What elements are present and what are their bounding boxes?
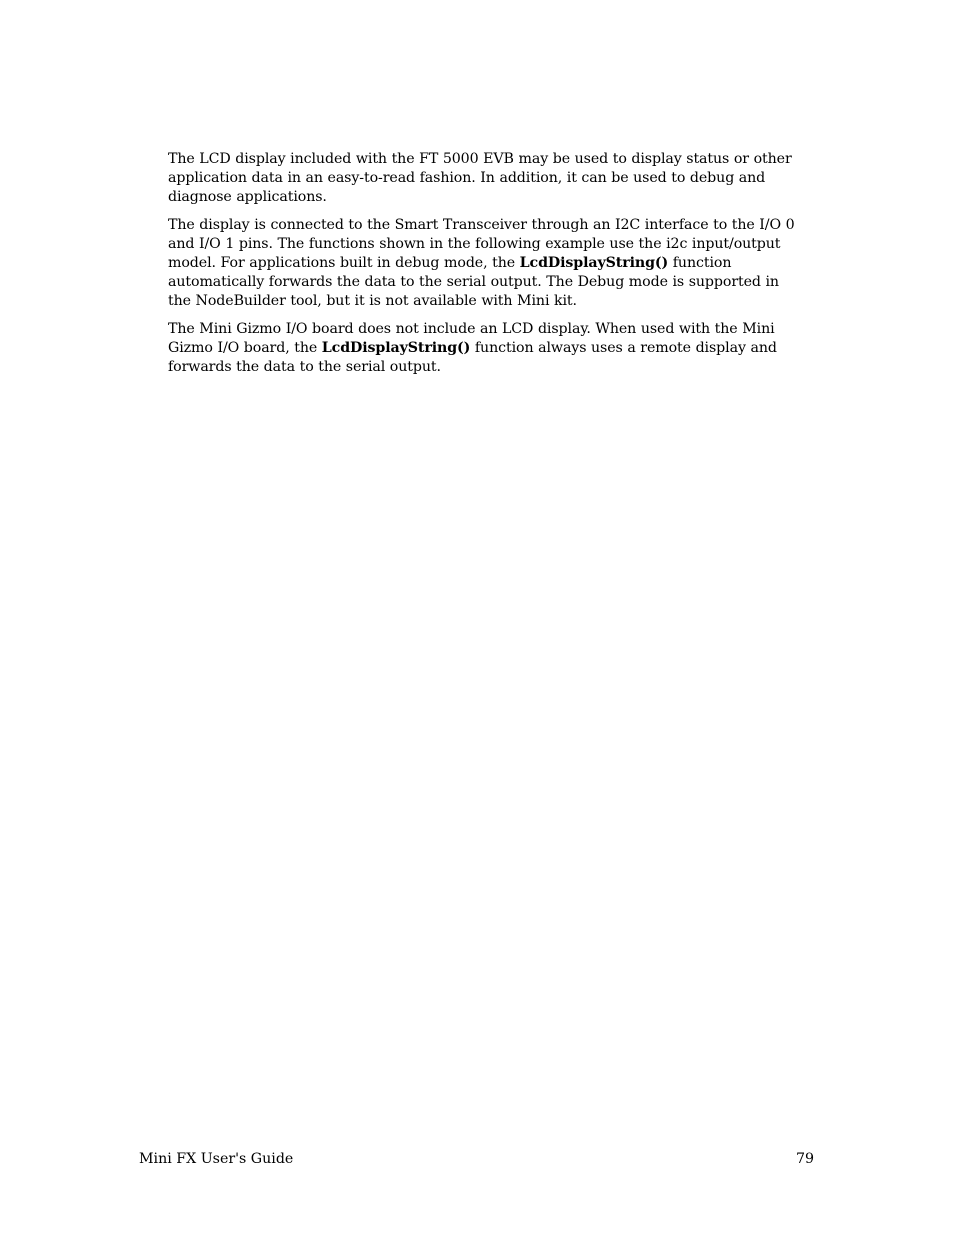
footer-document-title: Mini FX User's Guide (139, 1151, 294, 1167)
page-content (168, 150, 808, 386)
paragraph-display-connection-text-b: function automatically forwards the data to the serial output. The Debug mode is supported in the NodeBuilder tool, but it is not available with Mini kit. (168, 255, 779, 309)
function-name-lcddisplaystring-2: LcdDisplayString() (321, 340, 471, 356)
paragraph-display-connection-text-a: The display is connected to the Smart Transceiver through an I2C interface to the I/O 0 and I/O 1 pins. The functions shown in the following example use the i2c input/output model. For applications built in debug mode, the (168, 217, 795, 271)
paragraph-display-connection (168, 216, 808, 311)
paragraph-lcd-intro-text: The LCD display included with the FT 5000 EVB may be used to display status or other application data in an easy-to-read fashion. In addition, it can be used to debug and diagnose applications. (168, 151, 792, 205)
paragraph-lcd-intro (168, 150, 808, 207)
function-name-lcddisplaystring: LcdDisplayString() (519, 255, 669, 271)
paragraph-mini-gizmo-text-a: The Mini Gizmo I/O board does not include an LCD display. When used with the Mini Gizmo I/O board, the (168, 321, 775, 356)
paragraph-mini-gizmo (168, 320, 808, 377)
footer-page-number: 79 (795, 1151, 814, 1167)
paragraph-mini-gizmo-text-b: function always uses a remote display and forwards the data to the serial output. (168, 340, 777, 375)
